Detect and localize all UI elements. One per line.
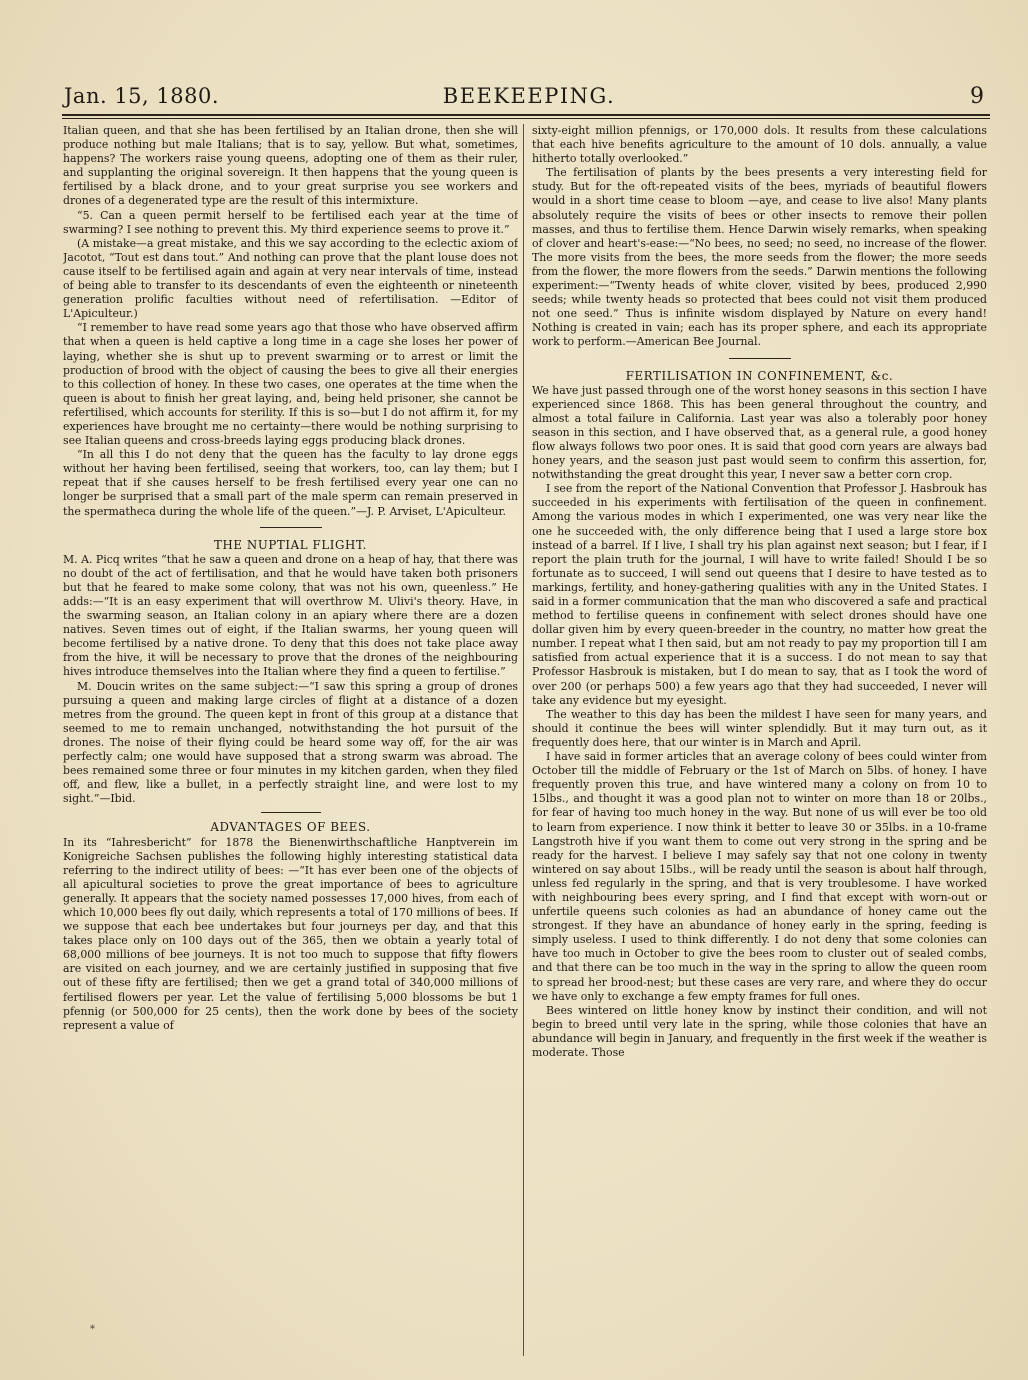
paragraph: I see from the report of the National Convention that Professor J. Hasbrouk has succeeded in his experiments with fertilisation of the queen in confinement. Among the various modes in which I experimented, one was very near like the one he succeeded with, the only difference being that I used a large store box instead of a barrel. If I live, I shall try his plan against next season; but I fear, if I report the plain truth for the journal, I will have to write failed! Should I be so fortunate as to succeed, I will send out queens that I desire to have tested as to markings, fertility, and honey-gathering qualities with any in the United States. I said in a former communication that the man who discovered a safe and practical method to fertilise queens in confinement with select drones should have one dollar given him by every queen-breeder in the country, no matter how great the number. I repeat what I then said, but am not ready to pay my proportion till I am satisfied from actual experience that it is a success. I do not mean to say that Professor Hasbrouk is mistaken, but I do mean to say, that as I took the word of over 200 (or perhaps 500) a few years ago that they had succeeded, I never will take any evidence but my eyesight. — [532, 482, 987, 707]
column-divider — [523, 124, 524, 1356]
paragraph: (A mistake—a great mistake, and this we say according to the eclectic axiom of Jacotot, “Tout est dans tout.” And nothing can prove that the plant louse does not cause itself to be fertilised again and again at very near intervals of time, instead of being able to transfer to its descendants of even the eighteenth or nineteenth generation prolific faculties without need of refertilisation. —Editor of L'Apiculteur.) — [63, 236, 518, 321]
page-number: 9 — [970, 84, 984, 109]
section-heading-nuptial-flight: THE NUPTIAL FLIGHT. — [213, 537, 368, 552]
section-separator — [260, 527, 322, 528]
paragraph: The fertilisation of plants by the bees presents a very interesting field for study. But for the oft-repeated visits of the bees, myriads of beautiful flowers would in a short time cease to bloom —aye, and cease to live also! Many plants absolutely require the visits of bees or other insects to remove their pollen masses, and thus to fertilise them. Hence Darwin wisely remarks, when speaking of clover and heart's-ease:—“No bees, no seed; no seed, no increase of the flower. The more visits from the bees, the more seeds from the flower; the more seeds from the flower, the more flowers from the seeds.” Darwin mentions the following experiment:—“Twenty heads of white clover, visited by bees, produced 2,990 seeds; while twenty heads so protected that bees could not visit them produced not one seed.” Thus is infinite wisdom displayed by Nature on every hand! Nothing is created in vain; each has its proper sphere, and each its appropriate work to perform.—American Bee Journal. — [532, 166, 987, 349]
section-heading-advantages-of-bees: ADVANTAGES OF BEES. — [210, 820, 371, 835]
paragraph: “I remember to have read some years ago that those who have observed affirm that when a queen is held captive a long time in a cage she loses her power of laying, whether she is shut up to prevent swarming or to arrest or limit the production of brood with the object of causing the bees to give all their energies to this collection of honey. In these two cases, one operates at the time when the queen is about to finish her great laying, and, being held prisoner, she cannot be refertilised, which accounts for sterility. If this is so—but I do not affirm it, for my experiences have brought me no certainty—there would be nothing surprising to see Italian queens and cross-breeds laying eggs producing black drones. — [63, 321, 518, 448]
paragraph: We have just passed through one of the worst honey seasons in this section I have experienced since 1868. This has been general throughout the country, and almost a total failure in California. Last year was also a tolerably poor honey season in this section, and I have observed that, as a general rule, a good honey flow always follows two poor ones. It is said that good corn years are always bad honey years, and the season just past would seem to confirm this assertion, for, notwithstanding the great drought this year, I never saw a better corn crop. — [532, 383, 987, 482]
issue-date: Jan. 15, 1880. — [64, 84, 220, 108]
paragraph: M. A. Picq writes “that he saw a queen and drone on a heap of hay, that there was no doubt of the act of fertilisation, and that he would have taken both prisoners but that he feared to make some colony, that was not his own, queenless.” He adds:—“It is an easy experiment that will overthrow M. Ulivi's theory. Have, in the swarming season, an Italian colony in an apiary where there are a dozen natives. Seven times out of eight, if the Italian swarms, her young queen will become fertilised by a native drone. To deny that this does not take place away from the hive, it will be necessary to prove that the drones of the neighbouring hives introduce themselves into the Italian where they find a queen to fertilise.” — [63, 552, 518, 679]
paragraph: sixty-eight million pfennigs, or 170,000 dols. It results from these calculations that each hive benefits agriculture to the amount of 10 dols. annually, a value hitherto totally overlooked.” — [532, 124, 987, 166]
paragraph: Italian queen, and that she has been fertilised by an Italian drone, then she will produce nothing but male Italians; that is to say, yellow. But what, sometimes, happens? The workers raise young queens, adopting one of them as their ruler, and supplanting the original sovereign. It then happens that the young queen is fertilised by a black drone, and to your great surprise you see workers and drones of a degenerated type are the result of this intermixture. — [63, 124, 518, 208]
page-header — [64, 84, 994, 112]
section-separator — [729, 358, 791, 359]
paragraph: I have said in former articles that an average colony of bees could winter from October till the middle of February or the 1st of March on 5lbs. of honey. I have frequently proven this true, and have wintered many a colony on from 10 to 15lbs., and thought it was a good plan not to winter on more than 18 or 20lbs., for fear of having too much honey in the way. But none of us will ever be too old to learn from experience. I now think it better to leave 30 or 35lbs. in a 10-frame Langstroth hive if you want them to come out very strong in the spring and be ready for the harvest. I believe I may safely say that not one colony in twenty wintered on say about 15lbs., will be ready until the season is about half through, unless fed regularly in the spring, and that is very troublesome. I have worked with neighbouring bees every spring, and I find that except with worn-out or unfertile queens such colonies as had an abundance of honey came out the strongest. If they have an abundance of honey early in the spring, feeding is simply useless. I used to think differently. I do not deny that some colonies can have too much in October to give the bees room to cluster out of sealed combs, and that there can be too much in the way in the spring to allow the queen room to spread her brood-nest; but these cases are very rare, and where they do occur we have only to exchange a few empty frames for full ones. — [532, 750, 987, 1003]
printer-mark: * — [90, 1324, 95, 1335]
section-separator — [261, 812, 321, 813]
section-heading-fertilisation-in-confinement: FERTILISATION IN CONFINEMENT, &c. — [625, 368, 894, 383]
header-rule-thin — [62, 118, 990, 119]
left-column — [63, 124, 518, 1356]
paragraph: Bees wintered on little honey know by instinct their condition, and will not begin to breed until very late in the spring, while those colonies that have an abundance will begin in January, and frequently in the first week if the weather is moderate. Those — [532, 1003, 987, 1059]
header-rule-thick — [62, 114, 990, 116]
paragraph: The weather to this day has been the mildest I have seen for many years, and should it continue the bees will winter splendidly. But it may turn out, as it frequently does here, that our winter is in March and April. — [532, 707, 987, 749]
paragraph: In its “Iahresbericht” for 1878 the Bienenwirthschaftliche Hanptverein im Konigreiche Sachsen publishes the following highly interesting statistical data referring to the indirect utility of bees: —“It has ever been one of the objects of all apicultural societies to prove the great importance of bees to agriculture generally. It appears that the society named possesses 17,000 hives, from each of which 10,000 bees fly out daily, which represents a total of 170 millions of bees. If we suppose that each bee undertakes but four journeys per day, and that this takes place only on 100 days out of the 365, then we obtain a yearly total of 68,000 millions of bee journeys. It is not too much to suppose that fifty flowers are visited on each journey, and we are certainly justified in supposing that five out of these fifty are fertilised; then we get a grand total of 340,000 millions of fertilised flowers per year. Let the value of fertilising 5,000 blossoms be but 1 pfennig (or 500,000 for 25 cents), then the work done by bees of the society represent a value of — [63, 835, 518, 1032]
paragraph: M. Doucin writes on the same subject:—“I saw this spring a group of drones pursuing a queen and making large circles of flight at a distance of a dozen metres from the ground. The queen kept in front of this group at a distance that seemed to me to remain unchanged, notwithstanding the hot pursuit of the drones. The noise of their flying could be heard some way off, for the air was perfectly calm; one would have supposed that a strong swarm was abroad. The bees remained some three or four minutes in my kitchen garden, when they filed off, and flew, like a bullet, in a perfectly straight line, and were lost to my sight.”—Ibid. — [63, 679, 518, 806]
paragraph: “5. Can a queen permit herself to be fertilised each year at the time of swarming? I see nothing to prevent this. My third experience seems to prove it.” — [63, 208, 518, 236]
publication-title: BEEKEEPING. — [442, 84, 616, 108]
paragraph: “In all this I do not deny that the queen has the faculty to lay drone eggs without her having been fertilised, seeing that workers, too, can lay them; but I repeat that if she causes herself to be fresh fertilised every year one can no longer be surprised that a small part of the male sperm can remain preserved in the spermatheca during the whole life of the queen.”—J. P. Arviset, L'Apiculteur. — [63, 448, 518, 518]
right-column — [532, 124, 987, 1356]
